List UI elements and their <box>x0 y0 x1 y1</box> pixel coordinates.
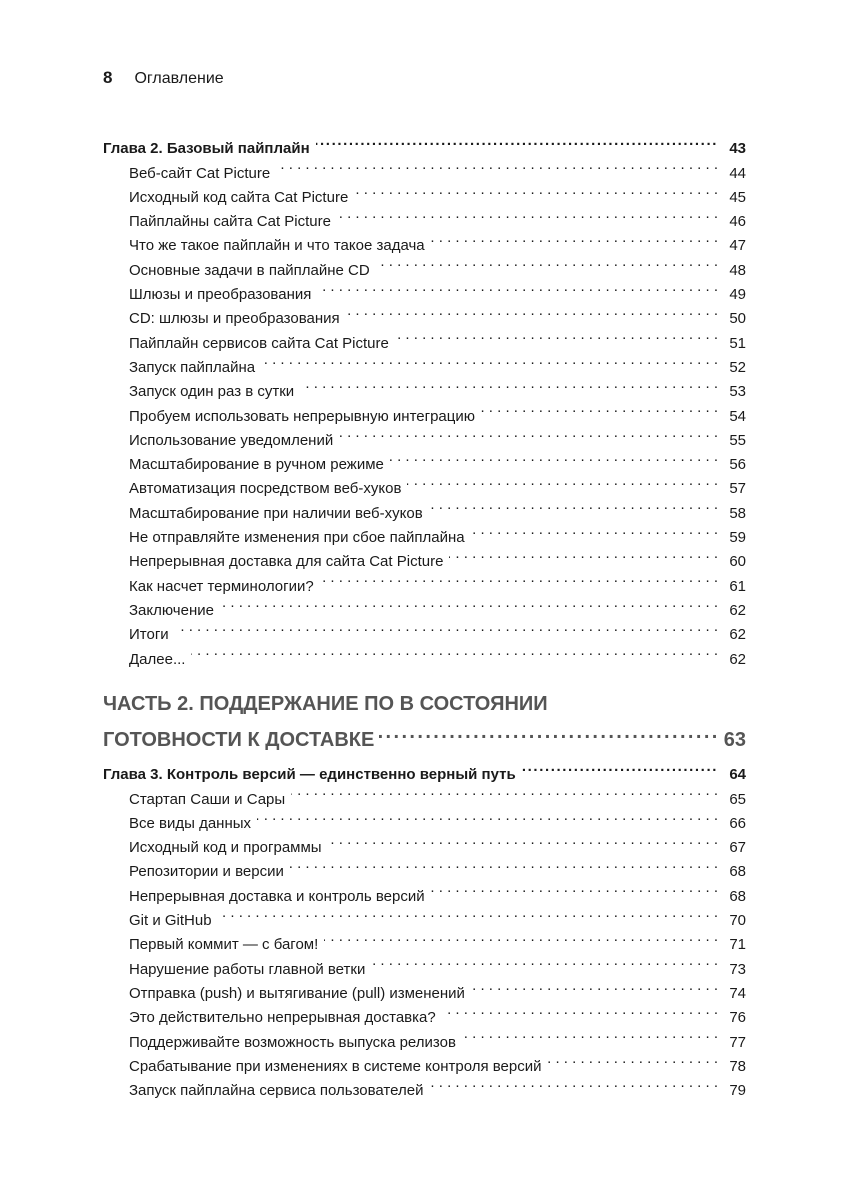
toc-entry-title: Поддерживайте возможность выпуска релизов <box>129 1033 456 1051</box>
part-heading[interactable] <box>103 690 746 754</box>
toc-entry-page: 49 <box>729 286 746 304</box>
toc-entry-title: Как насчет терминологии? <box>129 577 314 595</box>
dot-leader <box>471 518 718 542</box>
dot-leader <box>522 755 718 779</box>
dot-leader <box>328 828 718 852</box>
dot-leader <box>257 804 718 828</box>
dot-leader <box>317 275 718 299</box>
toc-entry-page: 47 <box>729 237 746 255</box>
toc-entry-page: 62 <box>729 626 746 644</box>
dot-leader <box>449 542 718 566</box>
toc-entry-page: 70 <box>729 912 746 930</box>
toc-entry-title: Пайплайн сервисов сайта Cat Picture <box>129 334 389 352</box>
toc-entry-title: Первый коммит — с багом! <box>129 936 319 954</box>
page-number: 8 <box>103 68 113 87</box>
toc-entry-page: 45 <box>729 188 746 206</box>
dot-leader <box>346 299 718 323</box>
toc-entry-page: 60 <box>729 553 746 571</box>
dot-leader <box>276 153 718 177</box>
dot-leader <box>218 901 718 925</box>
toc-entry-page: 56 <box>729 456 746 474</box>
toc-entry-title: Репозитории и версии <box>129 863 284 881</box>
dot-leader <box>429 1071 718 1095</box>
toc-entry-title: Заключение <box>129 601 214 619</box>
dot-leader <box>290 852 718 876</box>
toc-entry-title: Масштабирование в ручном режиме <box>129 456 384 474</box>
toc-entry-page: 76 <box>729 1009 746 1027</box>
dot-leader <box>371 949 718 973</box>
toc-chapter-3 <box>103 755 746 1100</box>
toc-entry-page: 78 <box>729 1057 746 1075</box>
toc-entry-title: Git и GitHub <box>129 912 212 930</box>
dot-leader <box>339 421 718 445</box>
toc-entry-title: Что же такое пайплайн и что такое задача <box>129 237 425 255</box>
toc-chapter-heading[interactable] <box>103 755 746 784</box>
dot-leader <box>175 615 718 639</box>
dot-leader <box>291 779 718 803</box>
toc-entry-title: Масштабирование при наличии веб-хуков <box>129 504 423 522</box>
toc-entry-title: Пайплайны сайта Cat Picture <box>129 213 331 231</box>
toc-entry-title: Итоги <box>129 626 169 644</box>
dot-leader <box>471 974 718 998</box>
toc-entry-title: Исходный код и программы <box>129 839 322 857</box>
toc-entry-title: Это действительно непрерывная доставка? <box>129 1009 436 1027</box>
toc-entry-page: 48 <box>729 261 746 279</box>
toc-entry-title: Запуск один раз в сутки <box>129 383 295 401</box>
toc-entry-page: 71 <box>729 936 746 954</box>
dot-leader <box>481 396 718 420</box>
dot-leader <box>316 129 718 153</box>
toc-entry-page: 46 <box>729 213 746 231</box>
toc-entry-title: Глава 3. Контроль версий — единственно верный путь <box>103 766 516 784</box>
toc-entry-page: 61 <box>729 577 746 595</box>
dot-leader <box>407 469 718 493</box>
toc-entry-page: 57 <box>729 480 746 498</box>
toc-entry-page: 58 <box>729 504 746 522</box>
toc-entry-title: Запуск пайплайна сервиса пользователей <box>129 1082 424 1100</box>
toc-entry-title: Глава 2. Базовый пайплайн <box>103 140 310 158</box>
toc-entry-page: 44 <box>729 164 746 182</box>
part-title-line2: ГОТОВНОСТИ К ДОСТАВКЕ <box>103 729 375 751</box>
dot-leader <box>431 876 718 900</box>
toc-entry-page: 62 <box>729 650 746 668</box>
running-title: Оглавление <box>134 70 224 87</box>
toc-entry-page: 66 <box>729 814 746 832</box>
dot-leader <box>442 998 718 1022</box>
toc-chapter-heading[interactable] <box>103 129 746 158</box>
toc-entry[interactable] <box>103 639 746 668</box>
toc-entry-title: Веб-сайт Cat Picture <box>129 164 271 182</box>
toc-entry-page: 65 <box>729 790 746 808</box>
toc-entry-page: 67 <box>729 839 746 857</box>
toc-entry-title: Не отправляйте изменения при сбое пайплайна <box>129 529 465 547</box>
dot-leader <box>324 925 718 949</box>
toc-entry-page: 68 <box>729 887 746 905</box>
toc-entry-page: 43 <box>729 140 746 158</box>
toc-entry-title: Нарушение работы главной ветки <box>129 960 366 978</box>
dot-leader <box>261 348 718 372</box>
toc-entry-page: 55 <box>729 431 746 449</box>
dot-leader <box>191 639 718 663</box>
toc-entry-page: 53 <box>729 383 746 401</box>
toc-entry-title: Основные задачи в пайплайне CD <box>129 261 370 279</box>
toc-entry-page: 51 <box>729 334 746 352</box>
dot-leader <box>462 1022 718 1046</box>
toc-entry-title: Срабатывание при изменениях в системе контроля версий <box>129 1057 542 1075</box>
part-title-line1: ЧАСТЬ 2. ПОДДЕРЖАНИЕ ПО В СОСТОЯНИИ <box>103 693 548 715</box>
toc-entry-title: Пробуем использовать непрерывную интеграцию <box>129 407 475 425</box>
toc-entry-page: 64 <box>729 766 746 784</box>
toc-entry-title: Все виды данных <box>129 814 252 832</box>
toc-entry-page: 50 <box>729 310 746 328</box>
toc-entry-page: 54 <box>729 407 746 425</box>
toc-entry-title: CD: шлюзы и преобразования <box>129 310 340 328</box>
toc-entry-title: Исходный код сайта Cat Picture <box>129 188 349 206</box>
toc-entry-page: 79 <box>729 1082 746 1100</box>
page-header <box>103 68 224 88</box>
toc-entry-title: Шлюзы и преобразования <box>129 286 312 304</box>
toc-entry-title: Запуск пайплайна <box>129 358 256 376</box>
dot-leader <box>390 445 718 469</box>
dot-leader <box>354 178 718 202</box>
toc-entry-title: Непрерывная доставка и контроль версий <box>129 887 425 905</box>
toc-entry-page: 74 <box>729 984 746 1002</box>
toc-entry-page: 59 <box>729 529 746 547</box>
toc-entry-title: Автоматизация посредством веб-хуков <box>129 480 402 498</box>
toc-entry-page: 73 <box>729 960 746 978</box>
toc-entry[interactable] <box>103 615 746 644</box>
dot-leader <box>337 202 718 226</box>
part-page: 63 <box>723 729 746 751</box>
toc-entry-page: 62 <box>729 601 746 619</box>
toc-entry-title: Использование уведомлений <box>129 431 334 449</box>
dot-leader <box>320 566 718 590</box>
toc-entry-page: 68 <box>729 863 746 881</box>
toc-entry-title: Отправка (push) и вытягивание (pull) изменений <box>129 984 465 1002</box>
dot-leader <box>220 591 718 615</box>
toc-entry-page: 77 <box>729 1033 746 1051</box>
dot-leader <box>429 493 718 517</box>
dot-leader <box>378 718 719 746</box>
dot-leader <box>548 1047 719 1071</box>
toc-entry-title: Непрерывная доставка для сайта Cat Picture <box>129 553 444 571</box>
dot-leader <box>395 323 718 347</box>
dot-leader <box>376 250 718 274</box>
toc-chapter-2 <box>103 129 746 668</box>
toc-entry-title: Далее... <box>129 650 186 668</box>
toc-entry-title: Стартап Саши и Сары <box>129 790 286 808</box>
toc-entry-page: 52 <box>729 358 746 376</box>
dot-leader <box>431 226 718 250</box>
dot-leader <box>300 372 718 396</box>
